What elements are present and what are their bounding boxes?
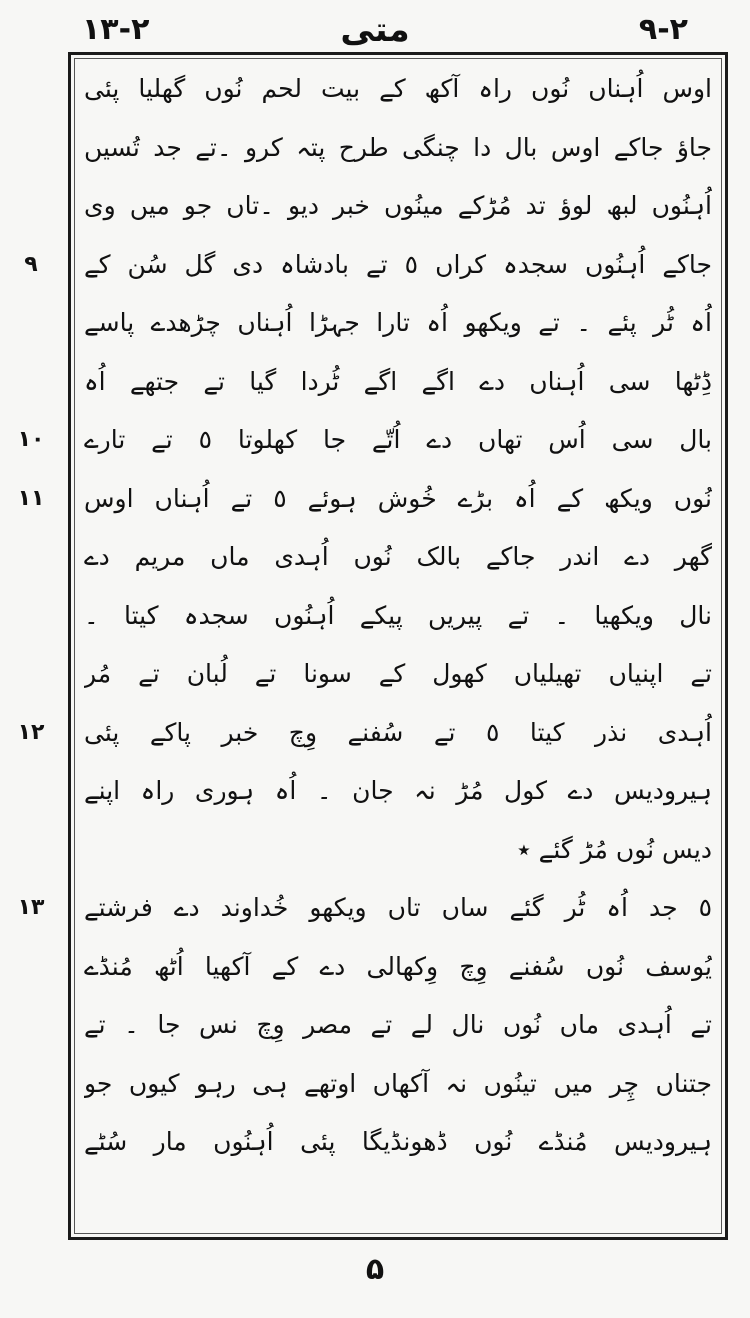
book-title: متی [340,10,410,50]
page-header [0,6,750,52]
text-line: ٥ جد اُہ ٹُر گئے ساں تاں ویکھو خُداوند دے فرشتے [84,893,712,922]
text-line: جتناں چِر میں تینُوں نہ آکھاں اوتھے ہی رہو کیوں جو [84,1068,712,1098]
verse-number: ۱۲ [17,719,45,745]
page-footer-marker: ۵ [365,1252,385,1287]
verse-number: ۱۱ [17,485,45,511]
verse-number: ۹ [24,251,38,277]
verse-number-column [0,60,66,1230]
text-line: اوس اُہناں نُوں راہ آکھ کے بیت لحم نُوں گھلیا پئی [84,74,712,103]
chapter-verse-range-left: ۱۳-۲ [82,12,150,47]
verse-number: ۱۰ [17,427,45,452]
text-line: ہیرودیس مُنڈے نُوں ڈھونڈیگا پئی اُہنُوں مار سُٹے [84,1127,712,1156]
text-line: تے اُہدی ماں نُوں نال لے تے مصر وِچ نس جا ۔ تے [84,1010,712,1039]
text-line: ڈِٹھا سی اُہناں دے اگے اگے ٹُردا گیا تے جتھے اُہ [84,366,712,396]
text-line: دیس نُوں مُڑ گئے ٭ [517,834,712,864]
scripture-text-block [84,60,712,1230]
text-line: بال سی اُس تھاں دے اُتّے جا کھلوتا ٥ تے تارے [84,425,712,454]
text-line: تے اپنیاں تھیلیاں کھول کے سونا تے لُبان تے مُر [84,659,712,688]
verse-number: ۱۳ [17,895,45,920]
chapter-verse-range-right: ۹-۲ [638,12,688,47]
text-line: جاکے اُہنُوں سجدہ کراں ٥ تے بادشاہ دی گل سُن کے [84,249,712,279]
text-line: نال ویکھیا ۔ تے پیریں پیکے اُہنُوں سجدہ کیتا ۔ [84,600,712,630]
text-line: اُہنُوں لبھ لوؤ تد مُڑکے مینُوں خبر دیو ۔تاں جو میں وی [84,191,712,220]
text-line: جاؤ جاکے اوس بال دا چنگی طرح پتہ کرو ۔تے جد تُسیں [84,132,712,162]
text-line: ہیرودیس دے کول مُڑ نہ جان ۔ اُہ ہوری راہ اپنے [84,776,712,805]
text-line: اُہ ٹُر پئے ۔ تے ویکھو اُہ تارا جہڑا اُہناں چڑھدے پاسے [84,308,712,337]
text-line: گھر دے اندر جاکے بالک نُوں اُہدی ماں مریم دے [84,542,712,571]
text-line: نُوں ویکھ کے اُہ بڑے خُوش ہوئے ٥ تے اُہناں اوس [84,483,712,513]
text-line: اُہدی نذر کیتا ٥ تے سُفنے وِچ خبر پاکے پئی [84,717,712,747]
text-line: یُوسف نُوں سُفنے وِچ وِکھالی دے کے آکھیا اُٹھ مُنڈے [84,951,712,981]
